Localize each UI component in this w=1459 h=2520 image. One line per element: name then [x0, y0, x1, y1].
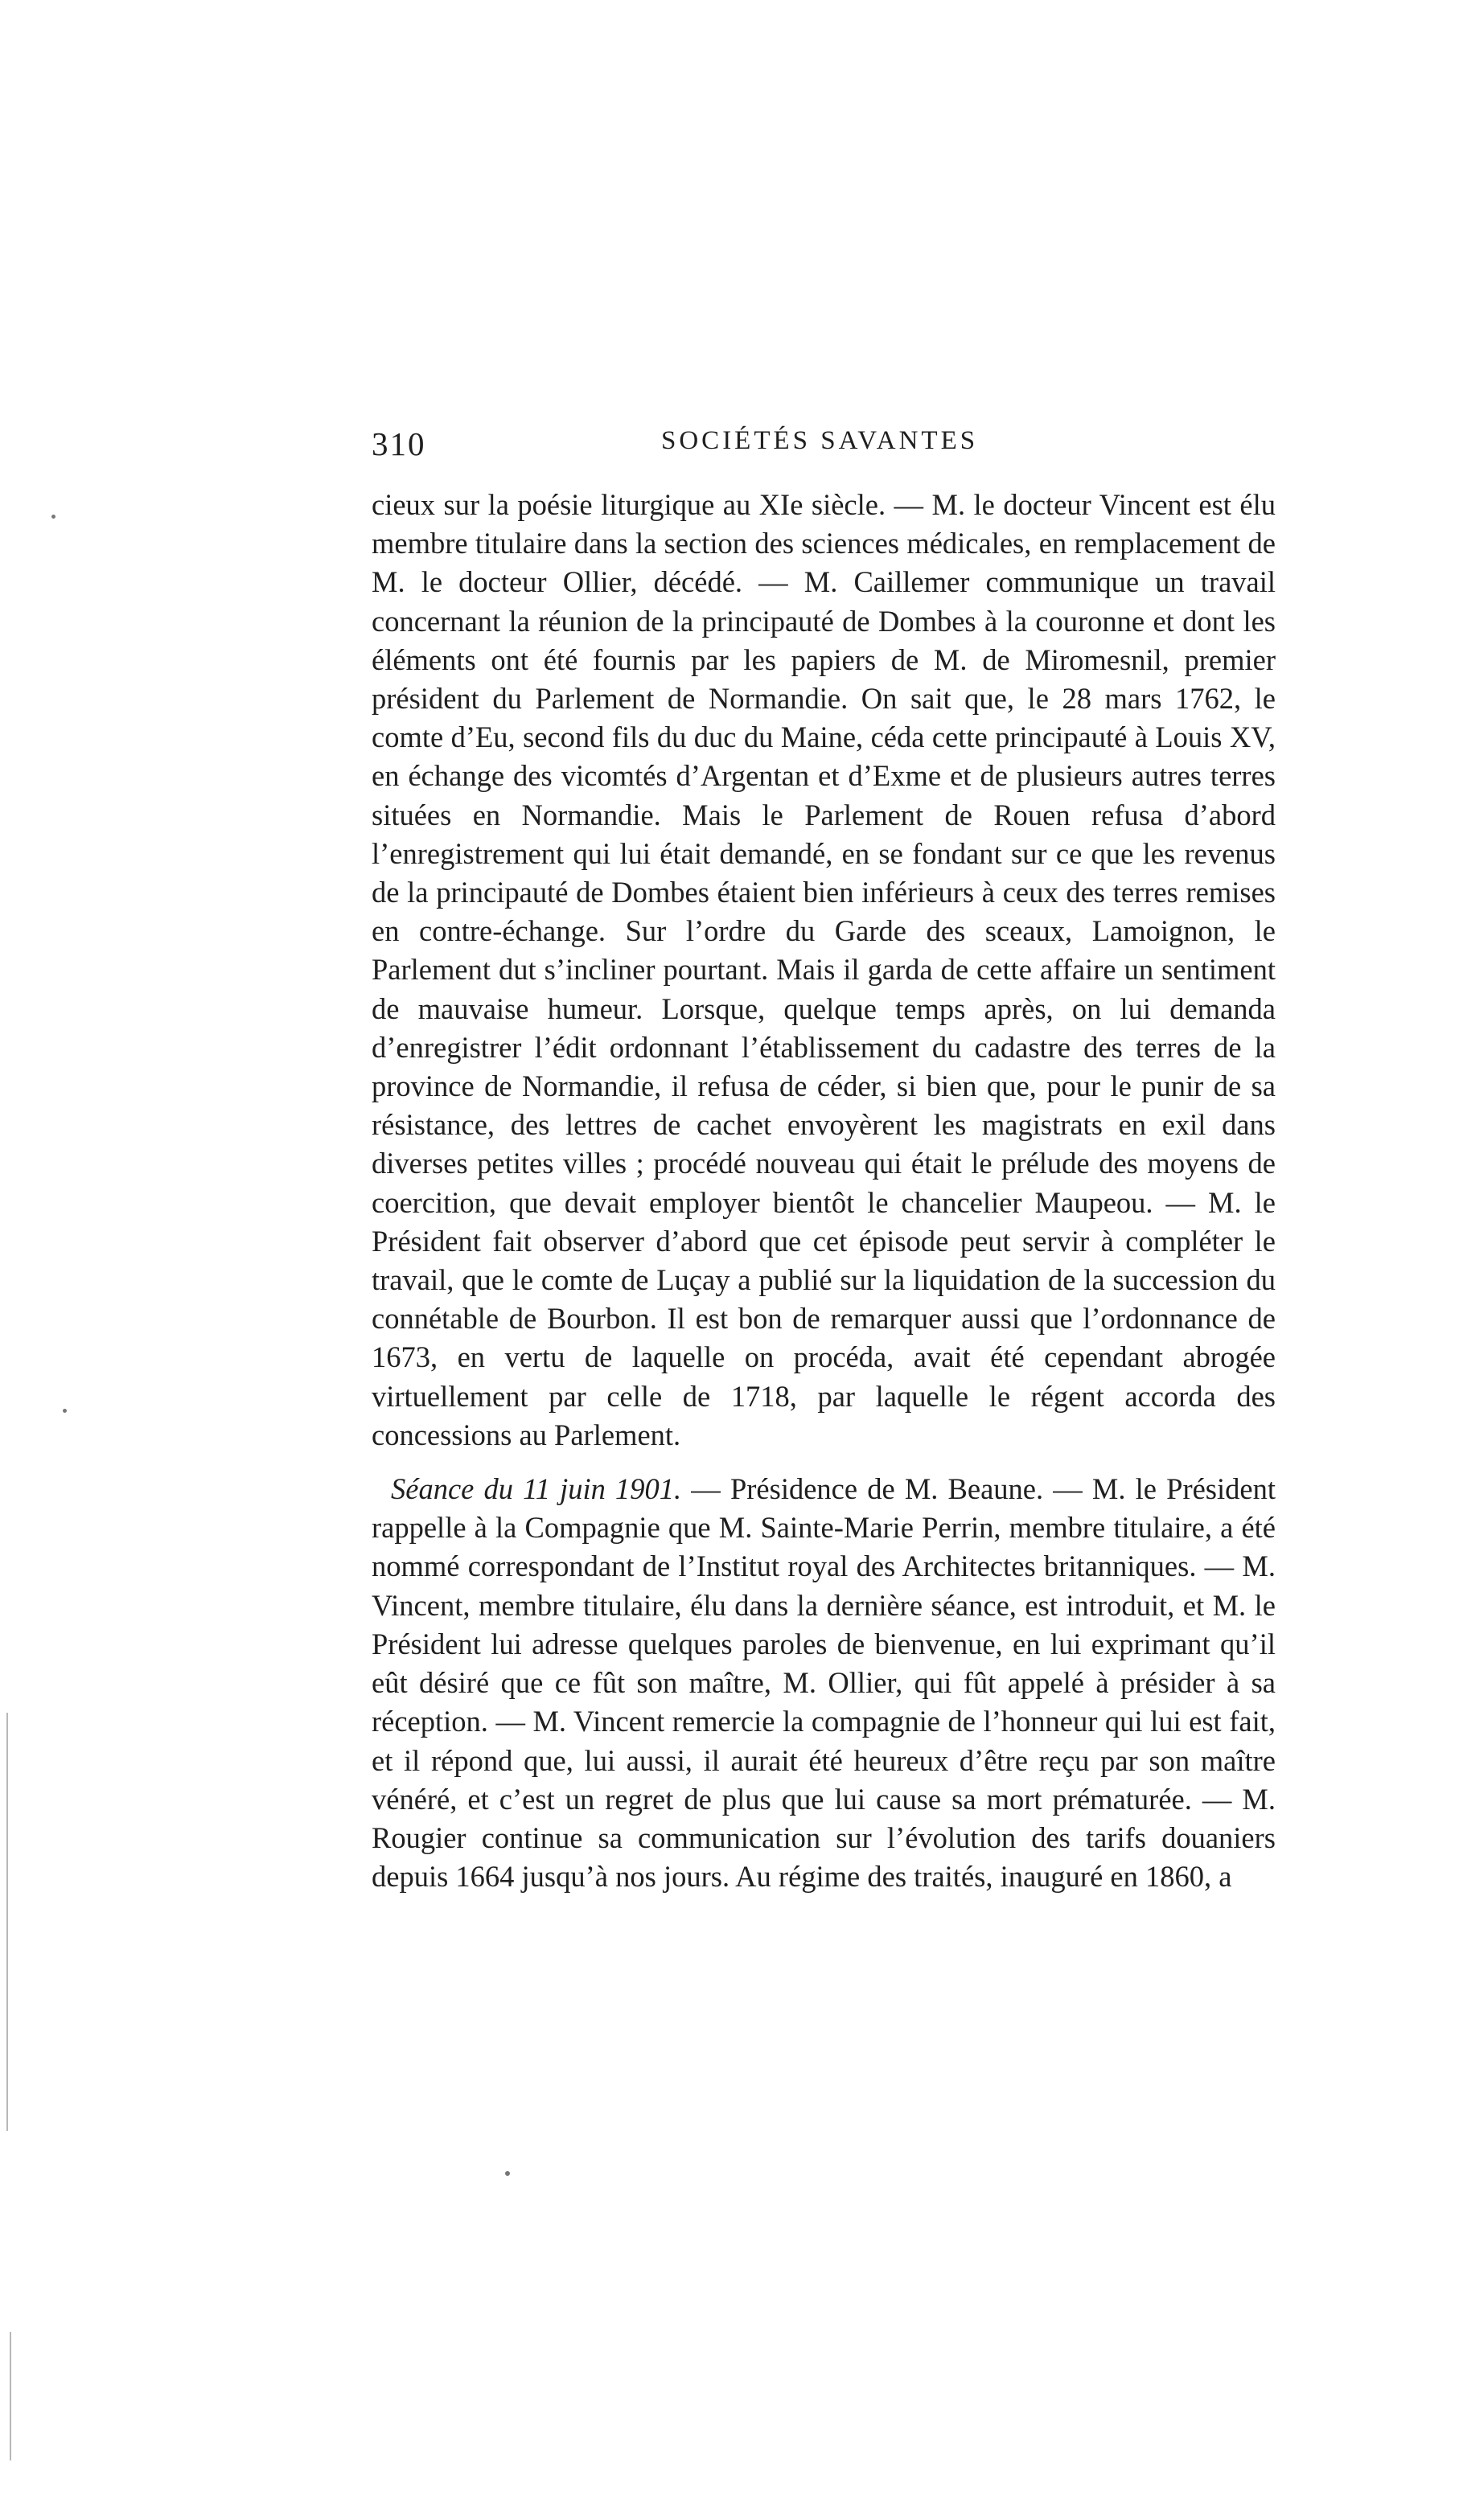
ink-speck [63, 1409, 67, 1413]
paragraph-text: — Présidence de M. Beaune. — M. le Président rappelle à la Compagnie que M. Sainte-Marie Perrin, membre titulaire, a été nommé correspondant de l’Institut royal des Architectes britanniques. — M. Vincent, membre titulaire, élu dans la dernière séance, est introduit, et M. le Président lui adresse quelques paroles de bienvenue, en lui exprimant qu’il eût désiré que ce fût son maître, M. Ollier, qui fût appelé à présider à sa réception. — M. Vincent remercie la compagnie de l’honneur qui lui est fait, et il répond que, lui aussi, il aurait été heureux d’être reçu par son maître vénéré, et c’est un regret de plus que lui cause sa mort prématurée. — M. Rougier continue sa communication sur l’évolution des tarifs douaniers depuis 1664 jusqu’à nos jours. Au régime des traités, inauguré en 1860, a [372, 1472, 1276, 1894]
running-head: SOCIÉTÉS SAVANTES [661, 426, 979, 455]
body-text [372, 486, 1276, 1896]
ink-speck [505, 2171, 510, 2176]
session-heading: Séance du 11 juin 1901. [391, 1472, 682, 1506]
scan-edge-mark [10, 2332, 11, 2460]
scan-edge-mark [6, 1713, 8, 2131]
page-number: 310 [372, 425, 426, 462]
paragraph: cieux sur la poésie liturgique au XIe siècle. — M. le docteur Vincent est élu membre titulaire dans la section des sciences médicales, en remplacement de M. le docteur Ollier, décédé. — M. Caillemer communique un travail concernant la réunion de la principauté de Dombes à la couronne et dont les éléments ont été fournis par les papiers de M. de Miromesnil, premier président du Parlement de Normandie. On sait que, le 28 mars 1762, le comte d’Eu, second fils du duc du Maine, céda cette principauté à Louis XV, en échange des vicomtés d’Argentan et d’Exme et de plusieurs autres terres situées en Normandie. Mais le Parlement de Rouen refusa d’abord l’enregistrement qui lui était demandé, en se fondant sur ce que les revenus de la principauté de Dombes étaient bien inférieurs à ceux des terres remises en contre-échange. Sur l’ordre du Garde des sceaux, Lamoignon, le Parlement dut s’incliner pourtant. Mais il garda de cette affaire un sentiment de mauvaise humeur. Lorsque, quelque temps après, on lui demanda d’enregistrer l’édit ordonnant l’établissement du cadastre des terres de la province de Normandie, il refusa de céder, si bien que, pour le punir de sa résistance, des lettres de cachet envoyèrent les magistrats en exil dans diverses petites villes ; procédé nouveau qui était le prélude des moyens de coercition, que devait employer bientôt le chancelier Maupeou. — M. le Président fait observer d’abord que cet épisode peut servir à compléter le travail, que le comte de Luçay a publié sur la liquidation de la succession du connétable de Bourbon. Il est bon de remarquer aussi que l’ordonnance de 1673, en vertu de laquelle on procéda, avait été cependant abrogée virtuellement par celle de 1718, par laquelle le régent accorda des concessions au Parlement. [372, 488, 1276, 1451]
ink-speck [51, 515, 55, 519]
paragraph [372, 1470, 1276, 1896]
